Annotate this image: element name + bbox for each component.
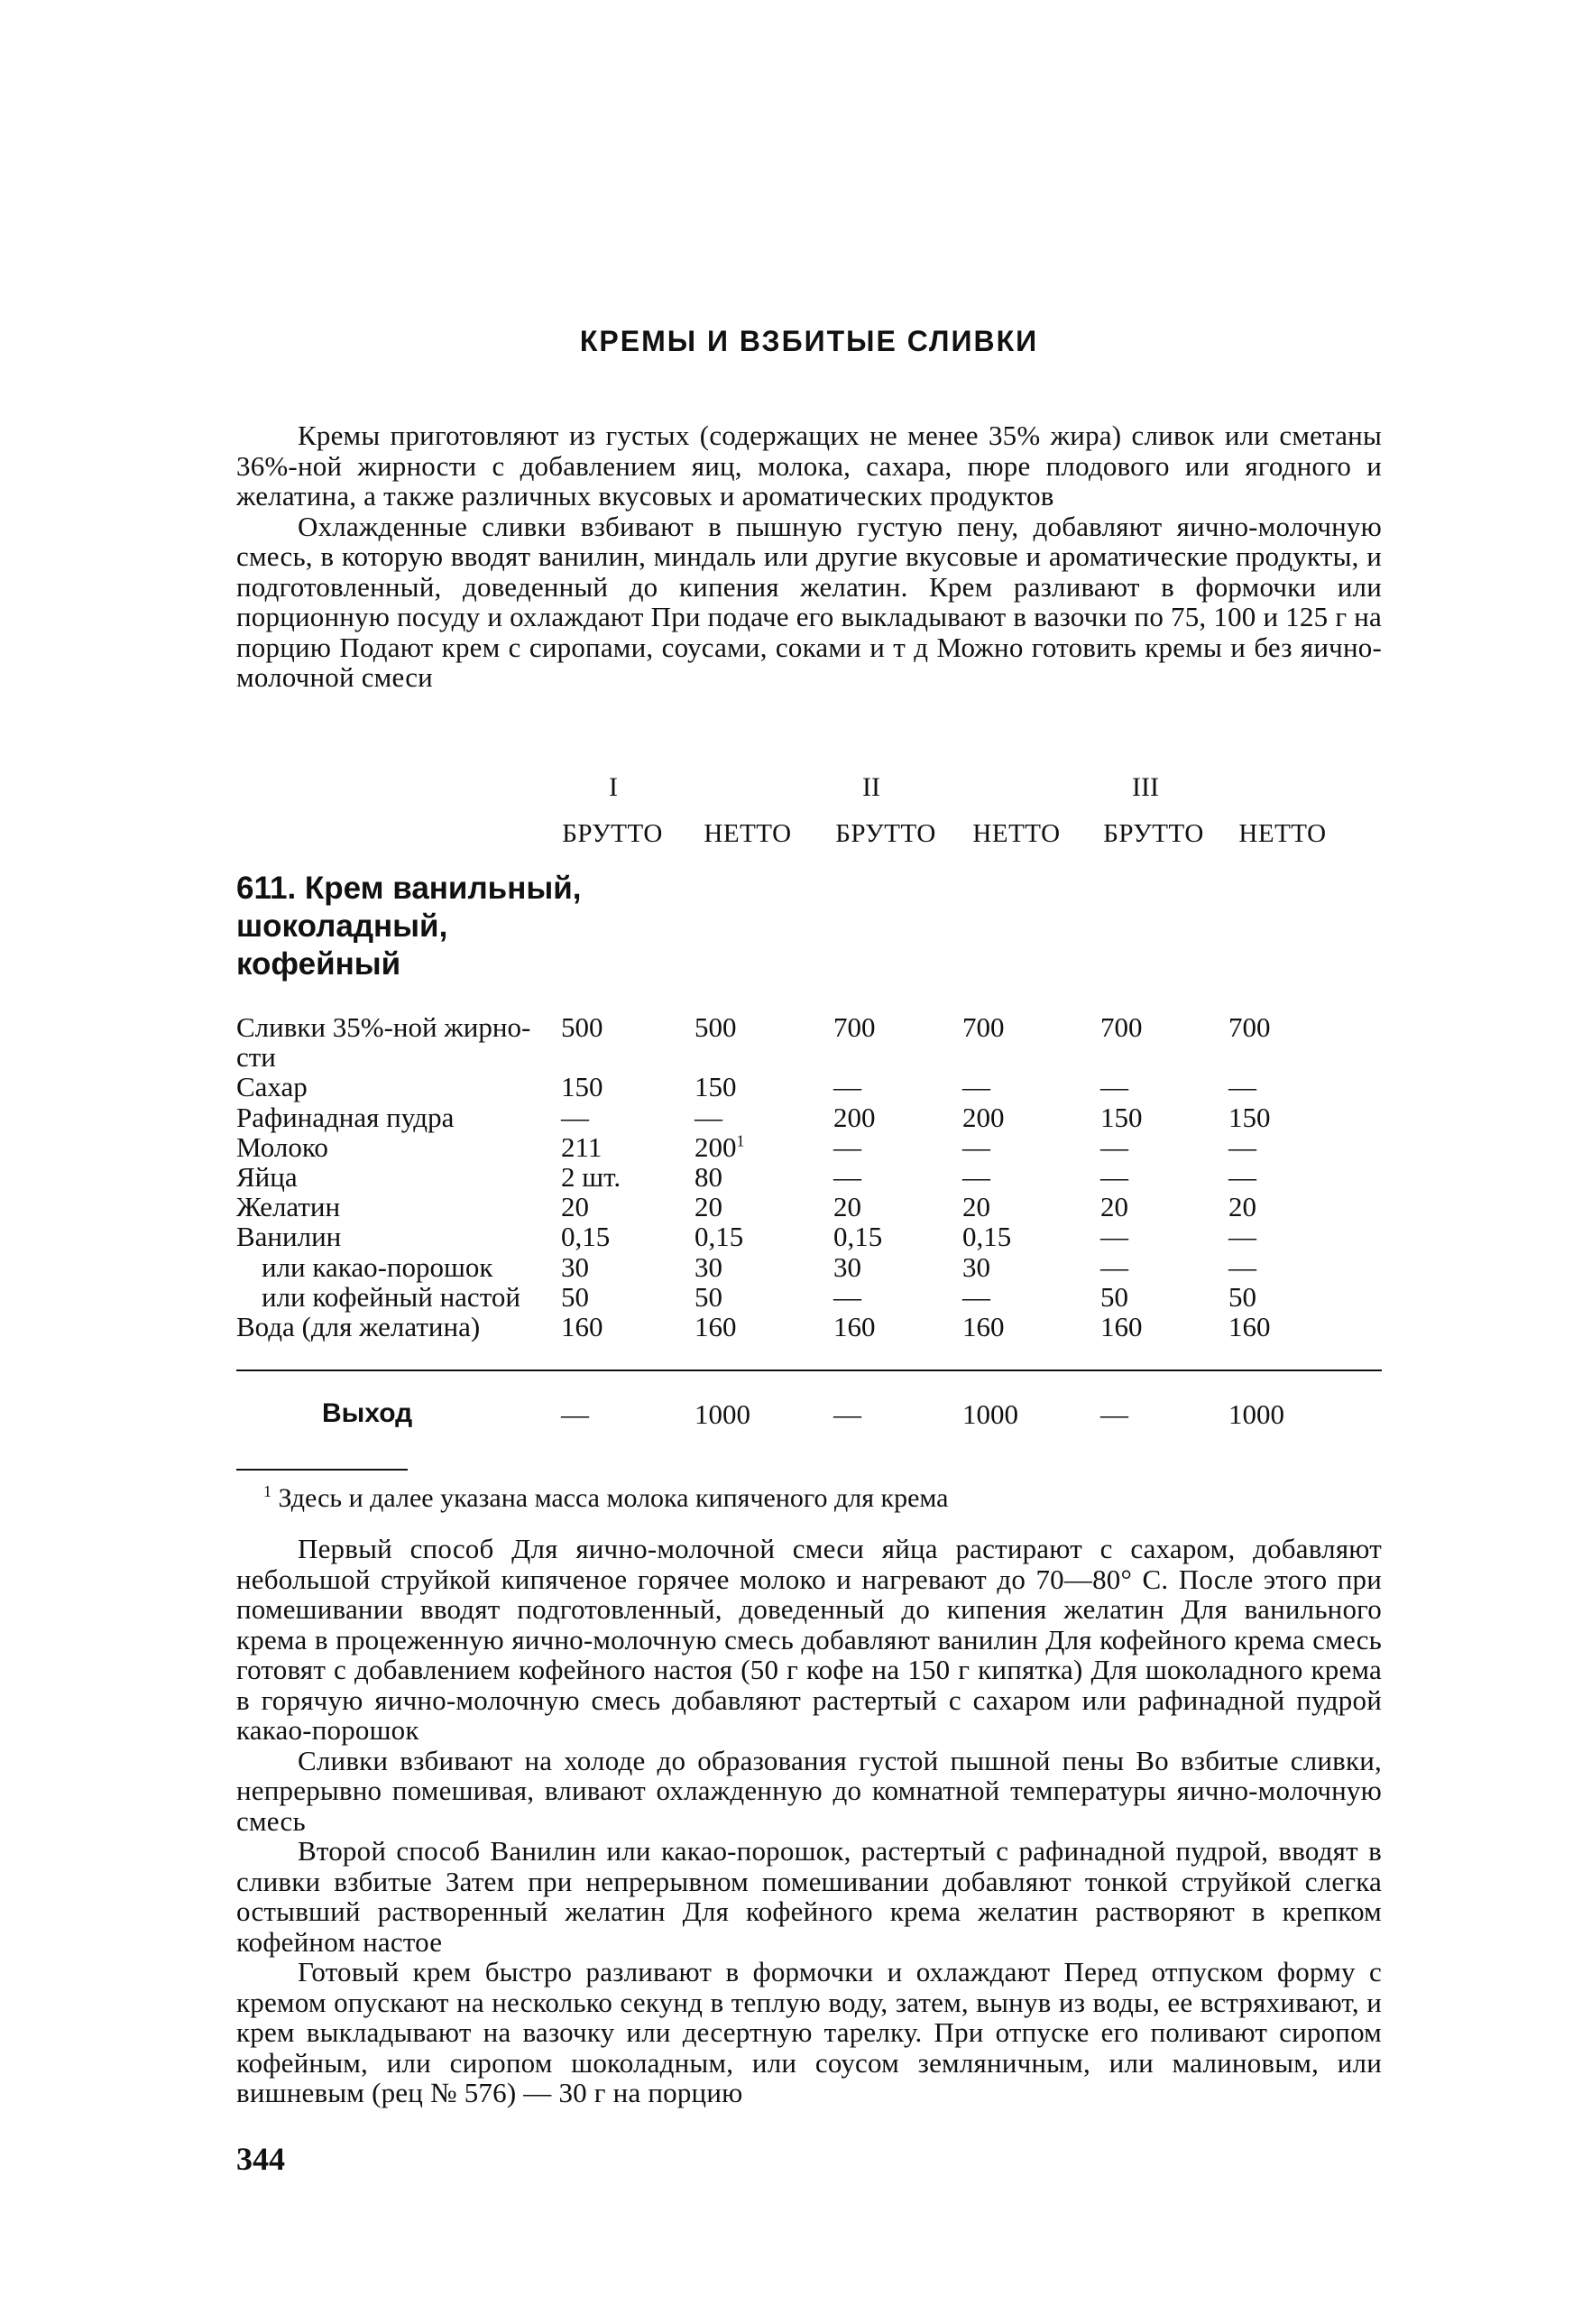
column-header: БРУТТО [1103,819,1204,848]
ingredient-value: — [1228,1130,1256,1163]
ingredient-name: сти [236,1041,276,1074]
recipe-title: 611. Крем ванильный, шоколадный, кофейный [236,871,582,982]
ingredient-value: 0,15 [962,1221,1012,1253]
ingredient-value: 20 [1228,1191,1256,1223]
method-paragraph: Первый способ Для яично-молочной смеси яйца растирают с сахаром, добавляют небольшой струйкой кипяченое горячее молоко и нагревают до 70—80° С. После этого при помешивании вводят подготовленный, доведенный до кипения желатин Для ванильного крема в процеженную яично-молочную смесь добавляют ванилин Для кофейного крема смесь готовят с добавлением кофейного настоя (50 г кофе на 150 г кипятка) Для шоколадного крема в горячую яично-молочную смесь добавляют растертый с сахаром или рафинадной пудрой какао-порошок [236,1533,1382,1746]
ingredient-value: 50 [1100,1280,1128,1313]
ingredient-value: 160 [962,1311,1005,1342]
method-paragraph: Сливки взбивают на холоде до образования густой пышной пены Во взбитые сливки, непрерывно помешивая, вливают охлажденную до комнатной температуры яично-молочную смесь [236,1744,1382,1837]
table-rule [236,1370,1382,1371]
ingredient-name: Сливки 35%-ной жирно- [236,1011,531,1043]
ingredient-value: 700 [833,1011,876,1043]
ingredient-value: — [1100,1130,1128,1163]
ingredient-value: — [695,1101,722,1133]
ingredient-value: — [833,1130,861,1163]
ingredient-value: 160 [695,1311,737,1342]
ingredient-value: 30 [695,1250,722,1283]
intro-text [236,420,1382,693]
ingredient-value: 700 [1100,1011,1143,1043]
ingredient-value: 30 [561,1250,589,1283]
ingredient-value: — [1100,1250,1128,1283]
ingredient-value: — [1100,1071,1128,1103]
table-row [236,1251,1382,1281]
yield-value: — [833,1398,861,1430]
ingredient-name: или какао-порошок [262,1250,493,1283]
intro-paragraph: Охлажденные сливки взбивают в пышную густую пену, добавляют яично-молочную смесь, в которую вводят ванилин, миндаль или другие вкусовые и ароматические продукты, и подготовленный, доведенный до кипения желатин. Крем разливают в формочки или порционную посуду и охлаждают При подаче его выкладывают в вазочки по 75, 100 и 125 г на порцию Подают крем с сиропами, соусами, соками и т д Можно готовить кремы и без яично-молочной смеси [236,510,1382,693]
ingredient-value: — [1228,1161,1256,1193]
page-number: 344 [236,2141,285,2177]
yield-value: 1000 [962,1398,1018,1430]
ingredient-name: или кофейный настой [262,1280,520,1313]
ingredient-value: 700 [962,1011,1005,1043]
yield-value: — [561,1398,589,1430]
column-header: НЕТТО [704,819,792,848]
ingredient-value: — [1228,1071,1256,1103]
ingredient-value: 0,15 [695,1221,744,1253]
ingredient-value: — [1228,1221,1256,1253]
ingredient-value: 200 [833,1101,876,1133]
ingredient-name: Яйца [236,1161,298,1193]
ingredient-value: — [1228,1250,1256,1283]
ingredient-value: 200 [962,1101,1005,1133]
table-row [236,1191,1382,1221]
ingredient-value: 20 [1100,1191,1128,1223]
ingredient-value: — [962,1161,990,1193]
method-paragraph: Готовый крем быстро разливают в формочки и охлаждают Перед отпуском форму с кремом опускают на несколько секунд в теплую воду, затем, вынув из воды, ее встряхивают, и крем выкладывают на вазочку или десертную тарелку. При отпуске его поливают сиропом кофейным, или сиропом шоколадным, или соусом земляничным, или малиновым, или вишневым (рец № 576) — 30 г на порцию [236,1956,1382,2108]
yield-label: Выход [322,1398,413,1428]
ingredient-value: — [1100,1221,1128,1253]
ingredient-name: Молоко [236,1130,328,1163]
table-row [236,1161,1382,1191]
column-header: НЕТТО [1238,819,1327,848]
table-row [236,1071,1382,1101]
ingredient-value: 20 [695,1191,722,1223]
ingredient-name: Вода (для желатина) [236,1311,481,1342]
ingredient-value: 0,15 [833,1221,883,1253]
ingredient-value: 160 [833,1311,876,1342]
ingredient-value: 700 [1228,1011,1271,1043]
ingredient-value: 50 [1228,1280,1256,1313]
ingredient-value: 150 [561,1071,603,1103]
table-row [236,1311,1382,1341]
method-text [236,1534,1382,2108]
footnote-rule [236,1469,408,1471]
column-header: БРУТТО [562,819,663,848]
yield-value: — [1100,1398,1128,1430]
ingredient-value: — [962,1280,990,1313]
variant-header-1: I [609,772,618,802]
ingredient-value: $200^1$ [695,1130,745,1163]
column-header: НЕТТО [972,819,1061,848]
intro-paragraph: Кремы приготовляют из густых (содержащих не менее 35% жира) сливок или сметаны 36%-ной жирности с добавлением яиц, молока, сахара, пюре плодового или ягодного и желатина, а также различных вкусовых и ароматических продуктов [236,420,1382,512]
ingredient-value: 80 [695,1161,722,1193]
ingredient-name: Рафинадная пудра [236,1101,455,1133]
footnote-mark: 1 [736,1131,745,1150]
ingredient-value: 30 [962,1250,990,1283]
table-row [236,1041,1382,1074]
ingredient-value: — [1100,1161,1128,1193]
variant-header-2: II [862,772,880,802]
ingredient-value: 2 шт. [561,1161,621,1193]
table-row [236,1102,1382,1131]
ingredient-value: — [962,1071,990,1103]
ingredient-value: 150 [695,1071,737,1103]
ingredient-value: 211 [561,1130,603,1163]
ingredient-value: 20 [561,1191,589,1223]
ingredient-value: 150 [1100,1101,1143,1133]
ingredient-value: — [833,1071,861,1103]
ingredient-value: 500 [695,1011,737,1043]
ingredient-name: Желатин [236,1191,341,1223]
ingredient-value: — [962,1130,990,1163]
ingredient-value: 50 [561,1280,589,1313]
table-row [236,1131,1382,1161]
footnote-mark: 1 [263,1482,271,1500]
yield-value: 1000 [695,1398,750,1430]
ingredient-value: 160 [561,1311,603,1342]
yield-value: 1000 [1228,1398,1284,1430]
column-header: БРУТТО [835,819,936,848]
ingredient-name: Сахар [236,1071,308,1103]
footnote [263,1483,949,1514]
ingredient-value: 0,15 [561,1221,611,1253]
ingredient-value: — [561,1101,589,1133]
footnote-text: Здесь и далее указана масса молока кипяченого для крема [278,1483,949,1513]
ingredient-value: 30 [833,1250,861,1283]
ingredient-name: Ванилин [236,1221,342,1253]
table-row [236,1221,1382,1253]
table-row [236,1281,1382,1311]
ingredient-value: 50 [695,1280,722,1313]
ingredient-value: 150 [1228,1101,1271,1133]
ingredient-value: 20 [833,1191,861,1223]
ingredient-value: 500 [561,1011,603,1043]
section-title: КРЕМЫ И ВЗБИТЫЕ СЛИВКИ [579,325,1039,357]
ingredient-value: — [833,1280,861,1313]
variant-header-3: III [1132,772,1159,802]
method-paragraph: Второй способ Ванилин или какао-порошок, растертый с рафинадной пудрой, вводят в сливки взбитые Затем при непрерывном помешивании добавляют тонкой струйкой слегка остывший растворенный желатин Для кофейного крема желатин растворяют в крепком кофейном настое [236,1835,1382,1958]
ingredient-value: 20 [962,1191,990,1223]
table-row [236,1011,1382,1041]
ingredient-value: 160 [1100,1311,1143,1342]
ingredient-value: 160 [1228,1311,1271,1342]
ingredient-value: — [833,1161,861,1193]
